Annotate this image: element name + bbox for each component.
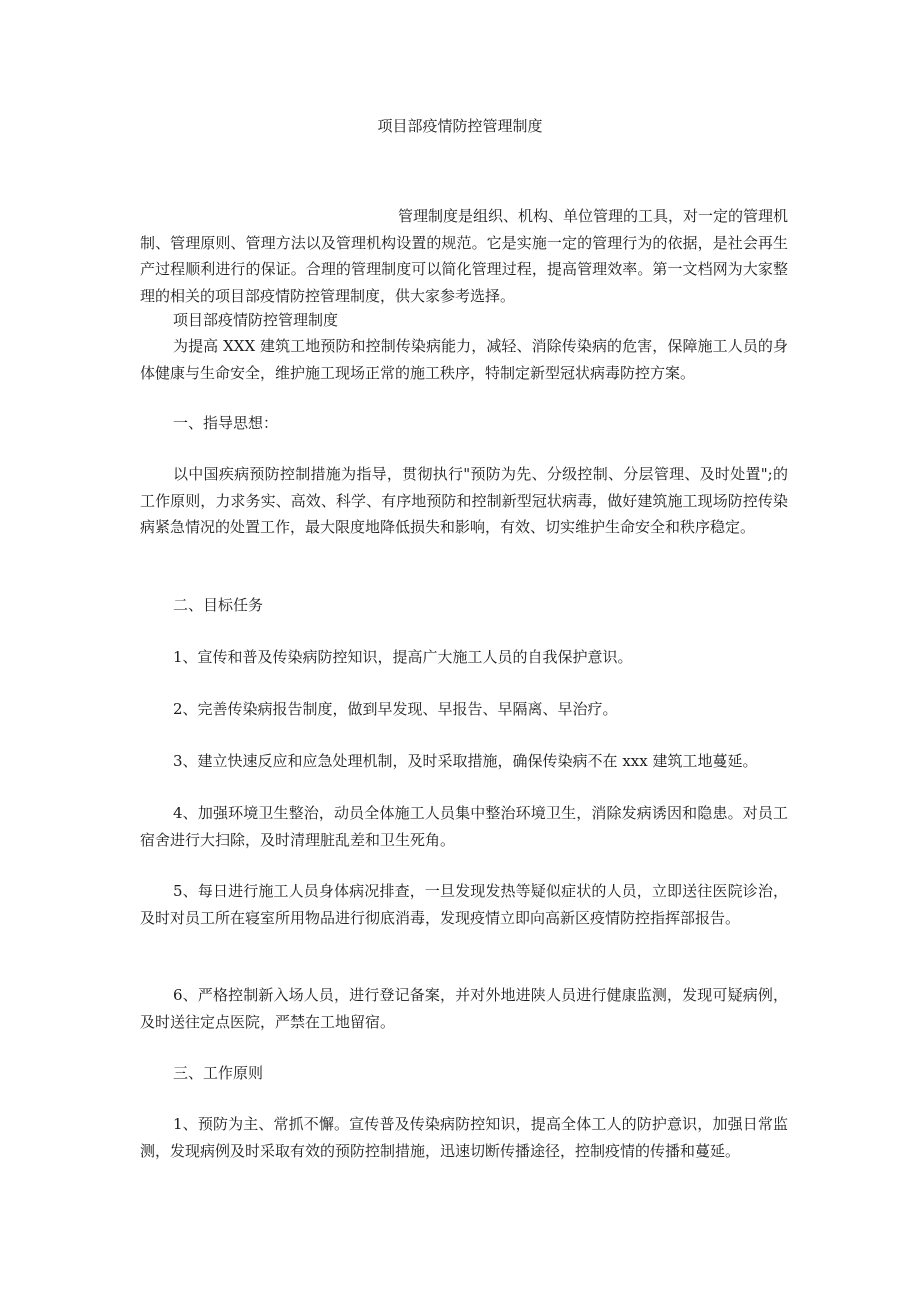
section-2-heading: 二、目标任务	[173, 596, 264, 614]
intro-paragraph: 管理制度是组织、机构、单位管理的工具，对一定的管理机制、管理原则、管理方法以及管理机构设置的规范。它是实施一定的管理行为的依据，是社会再生产过程顺利进行的保证。合理的管理制度可以简化管理过程，提高管理效率。第一文档网为大家整理的相关的项目部疫情防控管理制度，供大家参考选择。	[140, 207, 789, 305]
document-title: 项目部疫情防控管理制度	[377, 117, 543, 135]
task-item-5: 5、每日进行施工人员身体病况排查，一旦发现发热等疑似症状的人员，立即送往医院诊治，及时对员工所在寝室所用物品进行彻底消毒，发现疫情立即向高新区疫情防控指挥部报告。	[140, 882, 788, 927]
section-1-heading: 一、指导思想：	[173, 414, 279, 432]
task-item-4: 4、加强环境卫生整治，动员全体施工人员集中整治环境卫生，消除发病诱因和隐患。对员工宿舍进行大扫除，及时清理脏乱差和卫生死角。	[140, 804, 788, 849]
preamble-paragraph: 为提高 XXX 建筑工地预防和控制传染病能力，减轻、消除传染病的危害，保障施工人员的身体健康与生命安全，维护施工现场正常的施工秩序，特制定新型冠状病毒防控方案。	[140, 337, 788, 382]
task-item-6: 6、严格控制新入场人员，进行登记备案，并对外地进陕人员进行健康监测，发现可疑病例，及时送往定点医院，严禁在工地留宿。	[140, 986, 788, 1031]
task-item-1: 1、宣传和普及传染病防控知识，提高广大施工人员的自我保护意识。	[173, 648, 633, 666]
section-3-heading: 三、工作原则	[173, 1064, 264, 1082]
task-item-2: 2、完善传染病报告制度，做到早发现、早报告、早隔离、早治疗。	[173, 700, 618, 718]
principle-item-1: 1、预防为主、常抓不懈。宣传普及传染病防控知识，提高全体工人的防护意识，加强日常监测，发现病例及时采取有效的预防控制措施，迅速切断传播途径，控制疫情的传播和蔓延。	[140, 1115, 788, 1160]
subtitle: 项目部疫情防控管理制度	[173, 311, 339, 329]
section-1-body: 以中国疾病预防控制措施为指导，贯彻执行"预防为先、分级控制、分层管理、及时处置";的工作原则，力求务实、高效、科学、有序地预防和控制新型冠状病毒，做好建筑施工现场防控传染病紧急情况的处置工作，最大限度地降低损失和影响，有效、切实维护生命安全和秩序稳定。	[140, 465, 788, 536]
task-item-3: 3、建立快速反应和应急处理机制，及时采取措施，确保传染病不在 xxx 建筑工地蔓延。	[173, 752, 758, 770]
